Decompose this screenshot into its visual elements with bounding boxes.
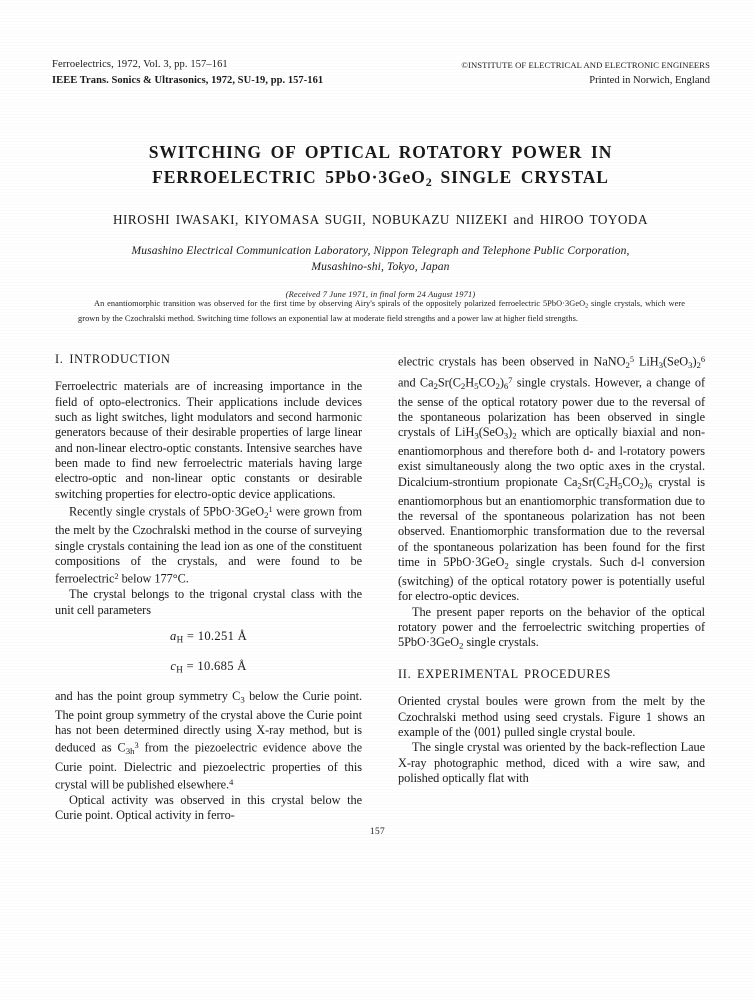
rp1-ref6: 6 (700, 355, 705, 364)
title-line-2-part-a: FERROELECTRIC 5PbO·3GeO (152, 167, 426, 187)
rp1-sub18: 2 (504, 560, 509, 571)
abstract (78, 298, 685, 325)
rp1-sub2: 3 (658, 359, 663, 370)
abstract-text-part-2: single crystals, which were grown by the Czochralski method. Switching time follows an exponential law at moderate field strengths and a power law at higher field strengths. (78, 299, 685, 324)
paragraph-right-3: Oriented crystal boules were grown from the melt by the Czochralski method using seed crystals. Figure 1 shows an example of the ⟨001⟩ pulled single crystal boule. (398, 694, 705, 740)
rp1-sub4: 2 (696, 359, 701, 370)
paragraph-intro-2 (55, 502, 362, 587)
rp1-j: single crystals. However, a change of the sense of the optical rotatory power due to the reversal of the spontaneous polarization has been observed in single crystals of LiH (398, 375, 705, 440)
rp1-sub12: 2 (512, 430, 517, 441)
para-2-reference-1: 1 (268, 505, 273, 515)
rp1-a: electric crystals has been observed in NaNO (398, 354, 626, 369)
author-list: HIROSHI IWASAKI, KIYOMASA SUGII, NOBUKAZU NIIZEKI and HIROO TOYODA (113, 212, 648, 227)
rp1-sub16: 2 (639, 480, 644, 491)
paragraph-intro-4 (55, 689, 362, 793)
para-2-text-b: were grown from the melt by the Czochralski method in the course of surveying single crystals containing the lead ion as one of the constituent compositions of the crystals, and were found to be ferroelectric (55, 504, 363, 586)
copyright-line: ©INSTITUTE OF ELECTRICAL AND ELECTRONIC ENGINEERS (461, 60, 710, 70)
rp1-r: crystal is enantiomorphous but an enantiomorphic transformation due to the reversal of the spontaneous polarization has not been observed. Enantiomorphic transformation due to the reversal of the spontaneous polarization has been found for the first time in 5PbO·3GeO (398, 474, 705, 569)
rp1-sub5: 2 (433, 381, 438, 392)
rp1-sub8: 2 (495, 381, 500, 392)
page-title (58, 140, 703, 195)
equation-c-symbol: c (170, 658, 177, 673)
rp1-sub9: 6 (503, 381, 509, 392)
para-4-subscript-c3h: 3h (125, 746, 135, 757)
para-4-reference-3: 3 (134, 741, 139, 751)
rp1-b: LiH (633, 354, 659, 369)
publisher-block (461, 58, 710, 88)
rp1-sub10: 3 (474, 430, 479, 441)
title-block (58, 140, 703, 299)
para-2-subscript: 2 (264, 510, 269, 521)
abstract-text-part-1: An enantiomorphic transition was observed for the first time by observing Airy's spirals of the oppositely polarized ferroelectric 5PbO·3GeO (94, 299, 586, 308)
para-4-text-a: and has the point group symmetry C (55, 688, 241, 703)
abstract-subscript: 2 (585, 303, 589, 310)
title-subscript: 2 (425, 175, 432, 189)
citation-line-primary: Ferroelectrics, 1972, Vol. 3, pp. 157–161 (52, 59, 228, 70)
paragraph-intro-1: Ferroelectric materials are of increasing importance in the field of opto-electronics. Their applications include devices such as light switches, light modulators and second harmonic generators because of their desirable properties of large linear and non-linear electro-optic constants. Intensive searches have been made to find new ferroelectric materials having large electro-optic and non-linear optic constants or desirable switching properties for electro-optic device applications. (55, 379, 362, 501)
para-2-text-a: Recently single crystals of 5PbO·3GeO (69, 504, 265, 519)
rp1-d: ) (692, 354, 697, 369)
rp2-a: The present paper reports on the behavior of the optical rotatory power and the ferroelectric switching properties of 5PbO·3GeO (398, 604, 705, 650)
rp1-sub7: 5 (474, 381, 479, 392)
rp1-g: H (465, 375, 475, 390)
printed-in-line: Printed in Norwich, England (589, 75, 710, 86)
para-4-subscript-c3: 3 (240, 694, 245, 705)
rp2-sub: 2 (459, 640, 464, 651)
paragraph-right-4: The single crystal was oriented by the back-reflection Laue X-ray photographic method, diced with a wire saw, and polished optically flat with (398, 740, 705, 786)
body-columns (55, 352, 705, 857)
paragraph-intro-3: The crystal belongs to the trigonal crystal class with the unit cell parameters (55, 587, 362, 617)
section-heading-experimental: II. EXPERIMENTAL PROCEDURES (398, 667, 612, 681)
title-line-1: SWITCHING OF OPTICAL ROTATORY POWER IN (148, 142, 613, 162)
page-number: 157 (369, 827, 386, 837)
affiliation-line-1: Musashino Electrical Communication Laboratory, Nippon Telegraph and Telephone Public Corporation, (131, 244, 630, 257)
rp1-f: Sr(C (437, 375, 461, 390)
column-left (55, 352, 362, 823)
journal-citation (52, 58, 323, 88)
equation-c-value: = 10.685 Å (183, 658, 247, 673)
equation-a-symbol: a (169, 628, 177, 643)
para-4-text-b: below the Curie point. The point group symmetry of the crystal above the Curie point has not been determined directly using X-ray method, but is deduced as C (55, 688, 362, 755)
rp1-sub15: 5 (618, 480, 623, 491)
rp1-m: which are optically biaxial and non-enantiomorphous and therefore both d- and l-rotatory powers exist simultaneously along the two optic axes in the crystal. Dicalcium-strontium propionate Ca (398, 425, 705, 489)
para-2-text-c: below 177°C. (118, 571, 189, 586)
rp1-sub14: 2 (604, 480, 610, 491)
rp1-sub13: 2 (577, 480, 582, 491)
paragraph-right-2 (398, 605, 705, 655)
rp1-sub3: 3 (688, 359, 693, 370)
column-right (398, 352, 705, 786)
rp1-sub6: 2 (460, 381, 466, 392)
rp1-o: H (609, 474, 619, 489)
rp1-l: ) (508, 425, 513, 440)
equation-a-value: = 10.251 Å (183, 628, 248, 643)
equation-lattice-a (55, 629, 362, 648)
equation-a-subscript: H (176, 634, 184, 645)
rp1-p: CO (622, 474, 640, 489)
equation-lattice-c (55, 659, 362, 678)
journal-header (52, 58, 710, 92)
rp1-h: CO (478, 375, 496, 390)
para-2-reference-2: 2 (114, 572, 119, 582)
rp1-q: ) (643, 474, 648, 489)
received-date: (Received 7 June 1971, in final form 24 August 1971) (285, 290, 476, 299)
paragraph-right-1 (398, 352, 705, 605)
equation-c-subscript: H (176, 664, 184, 675)
citation-line-secondary: IEEE Trans. Sonics & Ultrasonics, 1972, SU-19, pp. 157-161 (52, 75, 324, 86)
affiliation-line-2: Musashino-shi, Tokyo, Japan (311, 260, 450, 273)
rp1-ref7: 7 (508, 376, 513, 386)
rp1-sub1: 2 (625, 359, 630, 370)
paragraph-intro-5: Optical activity was observed in this crystal below the Curie point. Optical activity in ferro- (55, 792, 362, 823)
title-line-2-part-b: SINGLE CRYSTAL (431, 167, 609, 187)
rp1-i: ) (499, 375, 504, 390)
section-heading-introduction: I. INTRODUCTION (55, 352, 171, 366)
para-4-reference-4: 4 (229, 777, 234, 787)
rp1-e: and Ca (398, 375, 434, 390)
affiliation (58, 243, 703, 275)
rp1-c: (SeO (662, 354, 689, 369)
rp1-sub17: 6 (647, 480, 653, 491)
rp1-n: Sr(C (581, 474, 605, 489)
rp1-s: single crystals. Such d-l conversion (switching) of the optical rotatory power is potentially useful for electro-optic devices. (398, 555, 705, 604)
rp1-sub11: 3 (503, 430, 509, 441)
rp1-ref5: 5 (629, 355, 634, 364)
rp1-k: (SeO (478, 425, 504, 440)
rp2-b: single crystals. (463, 635, 539, 650)
para-4-text-c: from the piezoelectric evidence above the Curie point. Dielectric and piezoelectric properties of this crystal will be published elsewhere. (55, 740, 363, 792)
